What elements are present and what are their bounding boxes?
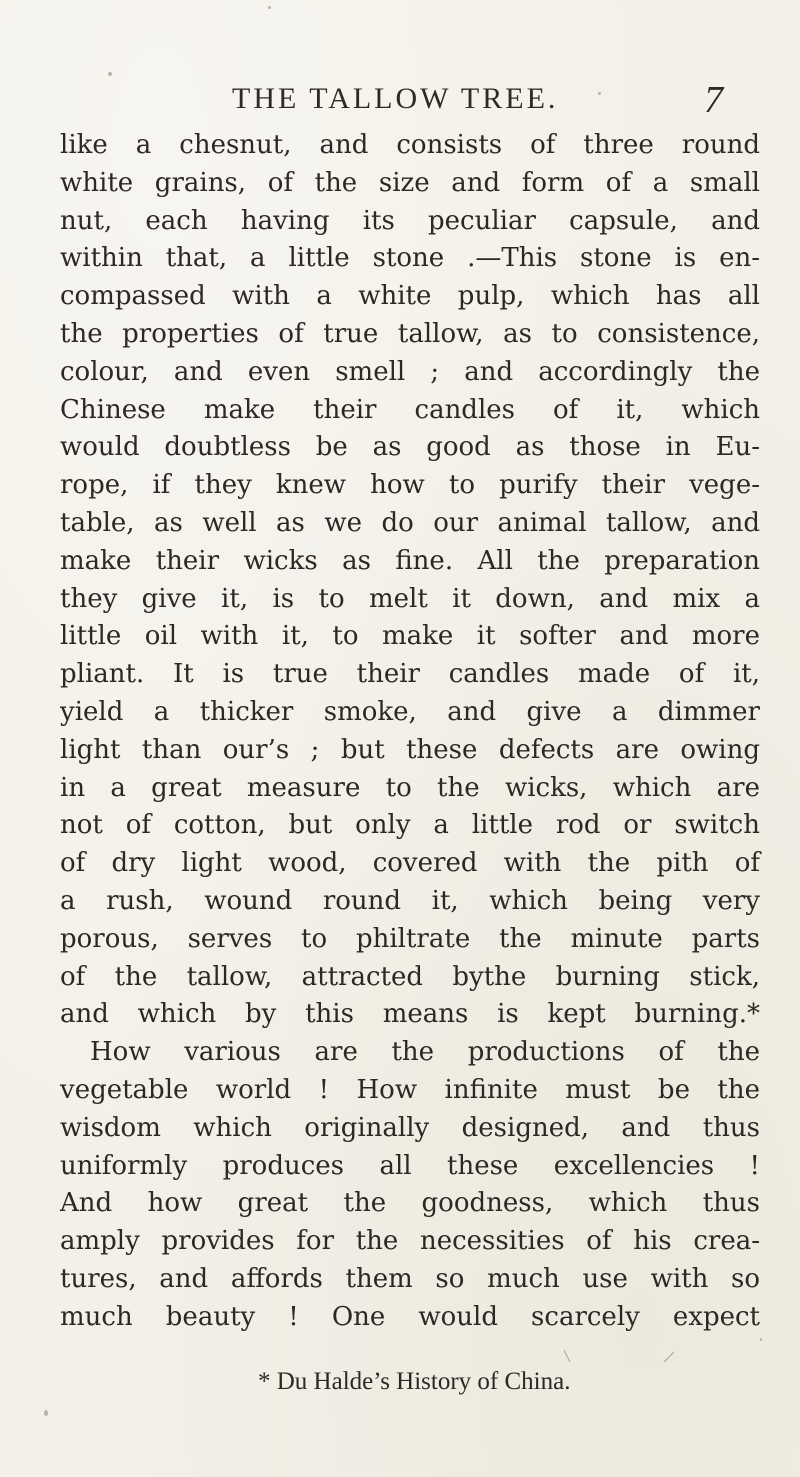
text-line: little oil with it, to make it softer and more bbox=[60, 621, 760, 652]
text-line: a rush, wound round it, which being very bbox=[60, 885, 760, 916]
text-line: within that, a little stone .—This stone is en- bbox=[60, 243, 760, 274]
paper-speck bbox=[44, 1410, 48, 1416]
text-line: like a chesnut, and consists of three round bbox=[60, 130, 760, 160]
text-line: wisdom which originally designed, and thus bbox=[60, 1112, 760, 1143]
text-line: pliant. It is true their candles made of it, bbox=[60, 659, 760, 690]
text-line: and which by this means is kept burning.* bbox=[60, 999, 760, 1030]
text-line: the properties of true tallow, as to consistence, bbox=[60, 318, 760, 349]
text-line: compassed with a white pulp, which has all bbox=[60, 281, 760, 312]
footnote: * Du Halde’s History of China. bbox=[258, 1368, 571, 1395]
text-line: light than our’s ; but these defects are owing bbox=[60, 734, 760, 765]
text-line: colour, and even smell ; and accordingly the bbox=[60, 356, 760, 387]
text-line: not of cotton, but only a little rod or switch bbox=[60, 810, 760, 841]
text-line: of the tallow, attracted bythe burning stick, bbox=[60, 961, 760, 992]
page-header bbox=[0, 79, 800, 126]
text-line: porous, serves to philtrate the minute parts bbox=[60, 923, 760, 954]
text-line: of dry light wood, covered with the pith of bbox=[60, 848, 760, 879]
text-line: uniformly produces all these excellencies ! bbox=[60, 1150, 760, 1181]
text-line: And how great the goodness, which thus bbox=[60, 1188, 760, 1219]
page-number: 7 bbox=[704, 79, 723, 121]
text-line: nut, each having its peculiar capsule, and bbox=[60, 205, 760, 236]
text-line: in a great measure to the wicks, which are bbox=[60, 772, 760, 803]
paper-speck bbox=[598, 92, 601, 95]
running-head: THE TALLOW TREE. bbox=[232, 82, 559, 115]
text-line: white grains, of the size and form of a small bbox=[60, 167, 760, 198]
text-line: tures, and affords them so much use with so bbox=[60, 1263, 760, 1294]
text-line: rope, if they knew how to purify their vege- bbox=[60, 470, 760, 501]
text-line: yield a thicker smoke, and give a dimmer bbox=[60, 696, 760, 727]
paper-speck bbox=[760, 1338, 762, 1341]
paper-speck bbox=[268, 6, 271, 9]
text-line: would doubtless be as good as those in Eu- bbox=[60, 432, 760, 463]
body-text bbox=[60, 127, 760, 1337]
text-line: vegetable world ! How infinite must be the bbox=[60, 1074, 760, 1105]
text-line: amply provides for the necessities of his crea- bbox=[60, 1226, 760, 1257]
text-line: table, as well as we do our animal tallow, and bbox=[60, 507, 760, 538]
text-line: make their wicks as fine. All the preparation bbox=[60, 545, 760, 576]
text-line: Chinese make their candles of it, which bbox=[60, 394, 760, 425]
paper-speck bbox=[108, 72, 112, 76]
text-line: much beauty ! One would scarcely expect bbox=[60, 1301, 760, 1332]
text-line: they give it, is to melt it down, and mix a bbox=[60, 583, 760, 614]
paper-blemish bbox=[560, 1348, 680, 1368]
text-line: How various are the productions of the bbox=[90, 1037, 760, 1068]
